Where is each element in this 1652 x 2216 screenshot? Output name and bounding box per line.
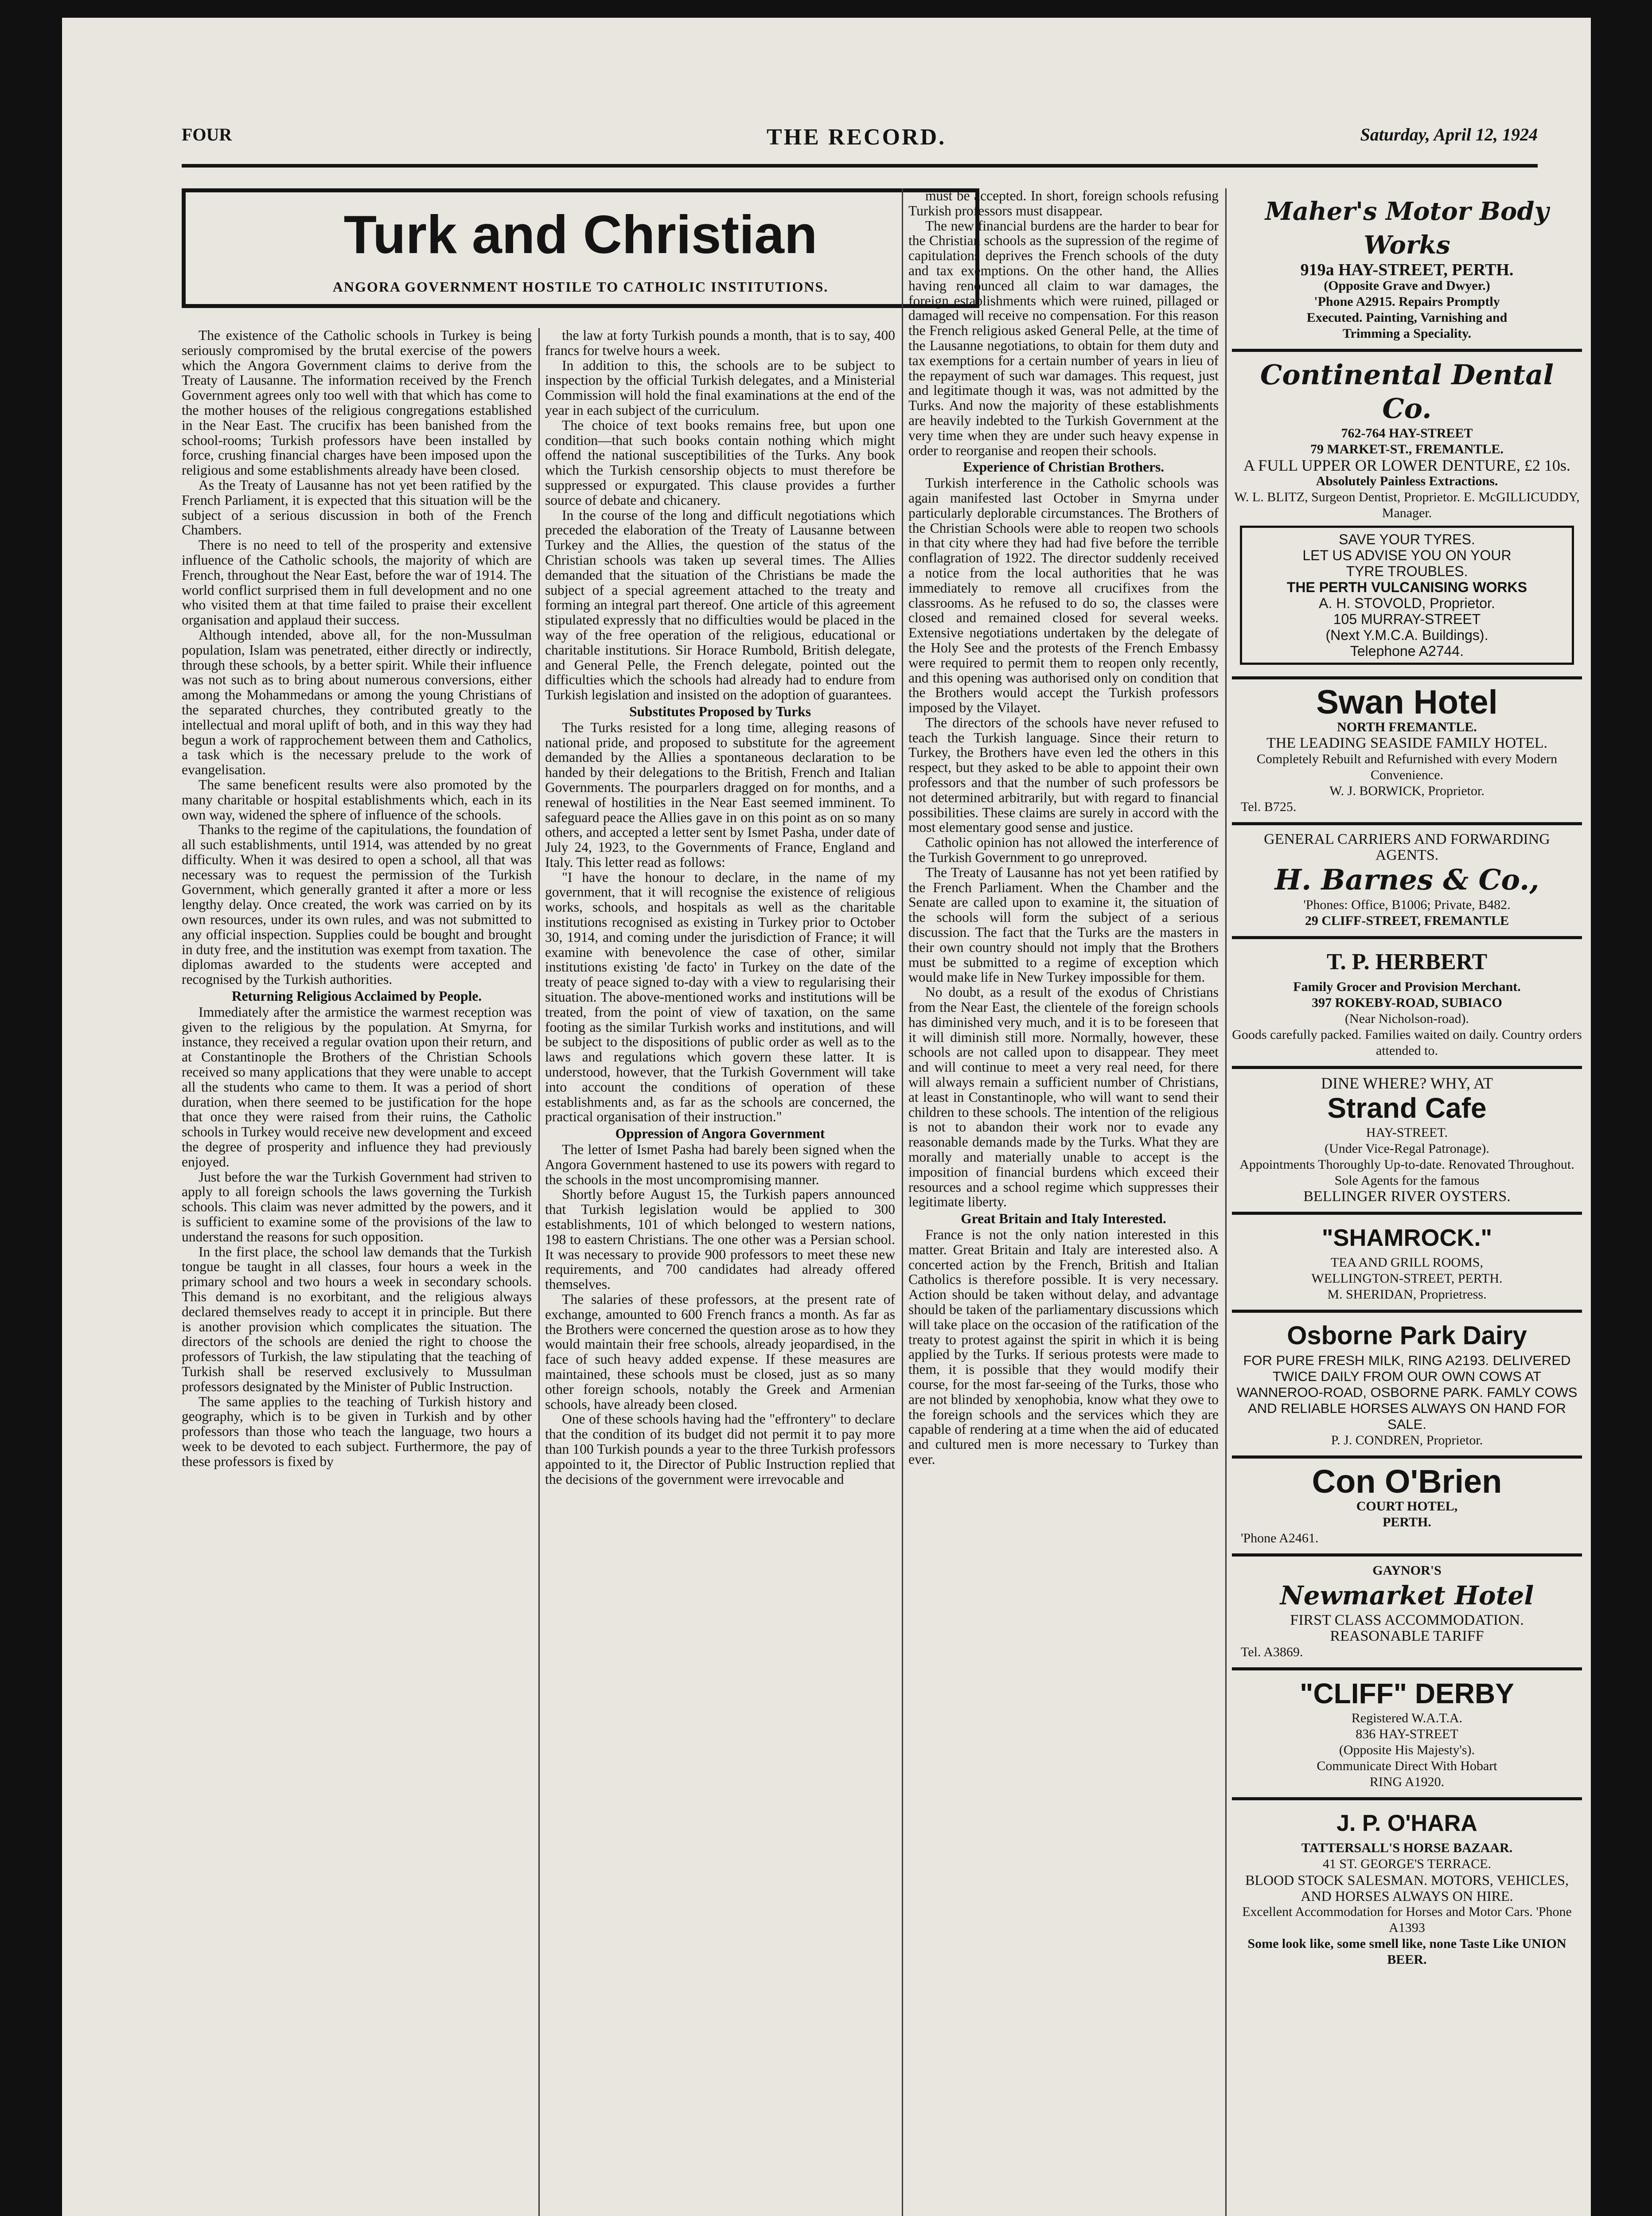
section-heading: Experience of Christian Brothers. <box>962 459 1165 475</box>
ad-street: HAY-STREET. <box>1366 1125 1448 1140</box>
header-rule <box>182 164 1538 168</box>
ad-line: WELLINGTON-STREET, PERTH. <box>1311 1271 1503 1286</box>
ad-address: 919a HAY-STREET, PERTH. <box>1300 261 1514 279</box>
paragraph: Immediately after the armistice the warmest reception was given to the religious by the population. At Smyrna, for instance, they received a regular ovation upon their return, and at Constantinople the Brothers of the Christian Schools received so many applications that they were unable to accept all the students who came to them. It was a period of short duration, when there seemed to be justification for the hope that once they were raised from their ruins, the Catholic schools in Turkey would receive new development and exceed the degree of prosperity and influence they had previously enjoyed. <box>182 1004 532 1170</box>
paragraph: Thanks to the regime of the capitulations, the foundation of all such establishments, until 1914, was attended by no great difficulty. When it was desired to open a school, all that was necessary was to request the permission of the Turkish Government, which generally granted it after a more or less lengthy delay. Once created, the work was carried on by its own resources, under its own rules, and was not submitted to any official inspection. Supplies could be bought and brought in duty free, and the institution was exempt from taxation. The diplomas awarded to the students were accepted and recognised by the Turkish authorities. <box>182 822 532 987</box>
article-column-3 <box>908 188 1219 2216</box>
paragraph: No doubt, as a result of the exodus of Christians from the Near East, the clientele of the foreign schools has diminished very much, and it is to be foreseen that it will diminish still more. Normally, however, these schools are not called upon to disappear. They meet and will continue to meet a very real need, for there will always remain a sufficient number of Christians, at least in Constantinople, who will want to send their children to these schools. The intention of the religious is not to abandon their work nor to evade any reasonable demands made by the Turks. What they are morally and materially unable to accept is the imposition of financial burdens which exceed their resources and a school regime which suppresses their legitimate liberty. <box>908 984 1219 1210</box>
ad-address: 762-764 HAY-STREET <box>1341 426 1473 441</box>
ad-header: DINE WHERE? WHY, AT <box>1321 1074 1493 1092</box>
ad-owner: GAYNOR'S <box>1372 1563 1442 1578</box>
section-heading: Oppression of Angora Government <box>615 1126 825 1142</box>
ad-name: Continental Dental Co. <box>1260 359 1554 425</box>
paragraph: The letter of Ismet Pasha had barely been signed when the Angora Government hastened to use its powers with regard to the schools in the most uncompromising manner. <box>545 1142 895 1187</box>
ad-name: Osborne Park Dairy <box>1287 1321 1527 1350</box>
ad-near: (Near Nicholson-road). <box>1345 1011 1469 1026</box>
paragraph: The new financial burdens are the harder to bear for the Christian schools as the supression of the regime of capitulations deprives the French schools of the duty and tax exemptions. On the other hand, the Allies having renounced all claim to war damages, the foreign establishments which were ruined, pillaged or damaged will receive no compensation. For this reason the French religious asked General Pelle, at the time of the Lausanne negotiations, to obtain for them duty and tax exemptions for a certain number of years in lieu of the repayment of such war damages. This request, just and legitimate though it was, was not admitted by the Turks. And now the majority of these establishments are heavily indebted to the Turkish Government at the very time when they are under such heavy expense in order to reorganise and reopen their schools. <box>908 218 1219 458</box>
ad-accom: Excellent Accommodation for Horses and Motor Cars. 'Phone A1393 <box>1242 1904 1572 1935</box>
article-title-box <box>182 188 979 308</box>
ad-address: 29 CLIFF-STREET, FREMANTLE <box>1305 913 1509 928</box>
ad-address: 836 HAY-STREET <box>1356 1727 1458 1741</box>
ad-header: GENERAL CARRIERS AND FORWARDING AGENTS. <box>1264 831 1550 863</box>
ad-phone: 'Phone A2461. <box>1241 1531 1319 1545</box>
ad-ohara-bazaar <box>1232 1800 1582 1975</box>
ad-city: PERTH. <box>1383 1515 1431 1529</box>
column-divider <box>538 328 540 2216</box>
paragraph: The choice of text books remains free, but upon one condition—that such books contain nothing which might offend the national susceptibilities of the Turks. Any book which the Turkish censorship objects to must therefore be suppressed or expurgated. This clause provides a further source of debate and chicanery. <box>545 417 895 508</box>
paragraph: In the course of the long and difficult negotiations which preceded the elaboration of the Treaty of Lausanne between Turkey and the Allies, the question of the status of the Christian schools was taken up several times. The Allies demanded that the situation of the Christians be made the subject of a special agreement attached to the treaty and forming an integral part thereof. One article of this agreement stipulated expressly that no difficulties would be placed in the way of the free operation of the religious, educational or charitable institutions. Sir Horace Rumbold, British delegate, and General Pelle, the French delegate, pointed out the difficulties which the schools had already had to endure from Turkish legislation and insisted on the adoption of guarantees. <box>545 507 895 703</box>
paragraph: France is not the only nation interested in this matter. Great Britain and Italy are interested also. A concerted action by the French, British and Italian Catholics is therefore possible. It is very necessary. Action should be taken without delay, and advantage should be taken of the parliamentary discussions which will take place on the occasion of the ratification of the treaty to protest against the spirit in which it is being applied by the Turks. If serious protests were made to them, it is possible that they would modify their course, for the most far-seeing of the Turks, those who are not blinded by xenophobia, know what they owe to the foreign schools and the services which they are capable of rendering at a time when the aid of educated and cultured men is more necessary to Turkey than ever. <box>908 1226 1219 1467</box>
paragraph: The Treaty of Lausanne has not yet been ratified by the French Parliament. When the Chamber and the Senate are called upon to examine it, the situation of the schools will form the subject of a serious discussion. The fact that the Turks are the masters in their own country should not imply that the Brothers must be submitted to a regime of exception which would make life in New Turkey impossible for them. <box>908 864 1219 985</box>
ad-address: 397 ROKEBY-ROAD, SUBIACO <box>1312 995 1502 1010</box>
paragraph: In the first place, the school law demands that the Turkish tongue be taught in all classes, four hours a week in the primary school and two hours a week in secondary schools. This demand is no exorbitant, and the religious always declared themselves ready to accept it in principle. But there is another provision which complicates the situation. The directors of the schools are denied the right to choose the professors of Turkish, the law stipulating that the teaching of Turkish shall be reserved exclusively to Mussulman professors designated by the Minister of Public Instruction. <box>182 1244 532 1394</box>
ad-line: Communicate Direct With Hobart <box>1317 1759 1497 1773</box>
ad-line: 105 MURRAY-STREET <box>1333 611 1481 627</box>
ad-oysters: BELLINGER RIVER OYSTERS. <box>1303 1188 1511 1205</box>
ad-line: TEA AND GRILL ROOMS, <box>1331 1255 1483 1270</box>
paragraph: The Turks resisted for a long time, alleging reasons of national pride, and proposed to substitute for the agreement demanded by the Allies a spontaneous declaration to be handed by their delegations to the British, French and Italian Governments. The pourparlers dragged on for months, and a renewal of hostilities in the Near East seemed imminent. To safeguard peace the Allies gave in on this point as on so many others, and accepted a letter sent by Ismet Pasha, under date of July 24, 1923, to the Governments of France, England and Italy. This letter read as follows: <box>545 719 895 870</box>
ad-line: THE PERTH VULCANISING WORKS <box>1286 579 1527 595</box>
ad-tagline: THE LEADING SEASIDE FAMILY HOTEL. <box>1266 735 1547 751</box>
article-title: Turk and Christian <box>343 204 818 265</box>
column-divider <box>902 188 903 2216</box>
paragraph: The same applies to the teaching of Turkish history and geography, which is to be given in Turkish and by other professors than those who teach the language, two hours a week to be devoted to each subject. Furthermore, the pay of these professors is fixed by <box>182 1393 532 1469</box>
ad-line: SAVE YOUR TYRES. <box>1339 531 1475 547</box>
ad-hotel: COURT HOTEL, <box>1356 1499 1458 1514</box>
paragraph: Turkish interference in the Catholic schools was again manifested last October in Smyrna under particularly deplorable circumstances. The Brothers of the Christian Schools were able to reopen two schools in that city where they had had five before the terrible conflagration of 1922. The director suddenly received a notice from the local authorities that he was immediately to remove all crucifixes from the classrooms. As he refused to do so, the classes were closed and remained closed for several weeks. Extensive negotiations undertaken by the delegate of the Holy See and the protests of the French Embassy were required to permit them to reopen only recently, and this opening was authorised only on condition that the Brothers would accept the Turkish professors imposed by the Vilayet. <box>908 475 1219 716</box>
ad-line: RING A1920. <box>1369 1775 1445 1789</box>
page-number: FOUR <box>182 125 232 144</box>
ad-patronage: (Under Vice-Regal Patronage). <box>1325 1141 1489 1156</box>
paragraph: One of these schools having had the "effrontery" to declare that the condition of its budget did not permit it to pay more than 100 Turkish pounds a year to the three Turkish professors appointed to it, the Director of Public Instruction replied that the decisions of the government were irrevocable and <box>545 1411 895 1487</box>
ad-line: (Opposite His Majesty's). <box>1339 1743 1475 1757</box>
paragraph: Although intended, above all, for the non-Mussulman population, Islam was penetrated, either directly or indirectly, through these schools, by a better spirit. While their influence was not such as to bring about numerous conversions, either among the Mohammedans or among the young Christians of the separated churches, they contributed greatly to the intellectual and moral uplift of both, and in this way they had begun a work of rapprochement between them and Catholics, a task which is the necessary prelude to the work of evangelisation. <box>182 627 532 778</box>
article-subtitle: ANGORA GOVERNMENT HOSTILE TO CATHOLIC INSTITUTIONS. <box>332 279 829 295</box>
paragraph: The same beneficent results were also promoted by the many charitable or hospital establishments which, each in its own way, widened the sphere of influence of the schools. <box>182 776 532 823</box>
ad-line: TYRE TROUBLES. <box>1346 563 1468 579</box>
paragraph: In addition to this, the schools are to be subject to inspection by the official Turkish delegates, and a Ministerial Commission will hold the final examinations at the end of the year in each subject of the curriculum. <box>545 357 895 418</box>
ad-name: Newmarket Hotel <box>1280 1580 1534 1611</box>
section-heading: Substitutes Proposed by Turks <box>629 703 811 719</box>
ad-line: M. SHERIDAN, Proprietress. <box>1327 1287 1487 1302</box>
ad-specialty: Trimming a Speciality. <box>1342 326 1472 341</box>
ad-beer: Some look like, some smell like, none Taste Like UNION BEER. <box>1247 1936 1566 1967</box>
newspaper-page <box>62 18 1591 2216</box>
ad-location: (Opposite Grave and Dwyer.) <box>1324 278 1490 293</box>
ad-proprietor: W. J. BORWICK, Proprietor. <box>1329 784 1484 798</box>
ad-name: "SHAMROCK." <box>1321 1225 1492 1251</box>
ad-line: (Next Y.M.C.A. Buildings). <box>1325 627 1488 643</box>
ad-continental-dental <box>1232 352 1582 679</box>
paper-name: THE RECORD. <box>767 125 947 150</box>
ad-newmarket-hotel <box>1232 1557 1582 1670</box>
ad-name: T. P. HERBERT <box>1326 949 1488 975</box>
ad-appointments: Appointments Thoroughly Up-to-date. Renovated Throughout. <box>1239 1157 1574 1172</box>
paragraph: Catholic opinion has not allowed the interference of the Turkish Government to go unreproved. <box>908 835 1219 866</box>
ad-line: FIRST CLASS ACCOMMODATION. <box>1290 1612 1524 1628</box>
ad-name: "CLIFF" DERBY <box>1300 1678 1514 1709</box>
ad-desc: Completely Rebuilt and Refurnished with every Modern Convenience. <box>1256 752 1558 782</box>
ad-herbert-grocer <box>1232 939 1582 1069</box>
ad-swan-hotel <box>1232 679 1582 825</box>
issue-date: Saturday, April 12, 1924 <box>1360 125 1538 144</box>
ad-offer: A FULL UPPER OR LOWER DENTURE, £2 10s. <box>1243 456 1570 474</box>
ad-cliff-derby <box>1232 1670 1582 1800</box>
ad-agents: Sole Agents for the famous <box>1334 1173 1480 1188</box>
ad-proprietor: P. J. CONDREN, Proprietor. <box>1331 1433 1483 1447</box>
paragraph: The existence of the Catholic schools in Turkey is being seriously compromised by the brutal exercise of the powers which the Angora Government claims to derive from the Treaty of Lausanne. The information received by the French Government agrees only too well with that which has come to the mother houses of the religious congregations established in the Near East. The crucifix has been banished from the school-rooms; Turkish professors have been installed by force, crushing financial charges have been imposed upon the religious and some establishments already have been closed. <box>182 328 532 478</box>
ad-packing: Goods carefully packed. Families waited on daily. Country orders attended to. <box>1232 1027 1582 1058</box>
paragraph: The salaries of these professors, at the present rate of exchange, amounted to 600 French francs a month. As far as the Brothers were concerned the question arose as to how they would maintain their free schools, already jeopardised, in the face of such heavy added expense. If these measures are maintained, these schools must be closed, just as so many other foreign schools, notably the Greek and Armenian schools, have already been closed. <box>545 1291 895 1412</box>
ad-phone: 'Phone A2915. Repairs Promptly <box>1314 294 1500 309</box>
ad-staff: W. L. BLITZ, Surgeon Dentist, Proprietor. E. McGILLICUDDY, Manager. <box>1234 490 1580 520</box>
column-divider <box>1225 188 1227 2216</box>
paragraph: Shortly before August 15, the Turkish papers announced that Turkish legislation would be applied to 300 establishments, 101 of which belonged to western nations, 198 to eastern Christians. The one other was a Persian school. It was necessary to provide 900 professors to meet these new requirements, and 700 candidates had already offered themselves. <box>545 1186 895 1292</box>
ad-line: REASONABLE TARIFF <box>1330 1628 1484 1644</box>
paragraph: As the Treaty of Lausanne has not yet been ratified by the French Parliament, it is expected that this situation will be the subject of a serious discussion in both of the French Chambers. <box>182 477 532 538</box>
ad-osborne-dairy <box>1232 1313 1582 1459</box>
running-header <box>182 124 1538 160</box>
ad-painless: Absolutely Painless Extractions. <box>1316 474 1498 488</box>
ad-tel: Tel. A3869. <box>1241 1645 1303 1659</box>
paragraph: Just before the war the Turkish Government had striven to apply to all foreign schools the laws governing the Turkish schools. This claim was never admitted by the powers, and it is sufficient to examine some of the provisions of the law to understand the reasons for such opposition. <box>182 1169 532 1245</box>
ad-location: NORTH FREMANTLE. <box>1337 720 1477 734</box>
section-heading: Returning Religious Acclaimed by People. <box>231 988 482 1004</box>
ad-tel: Tel. B725. <box>1241 800 1297 814</box>
paragraph: the law at forty Turkish pounds a month, that is to say, 400 francs for twelve hours a week. <box>545 328 895 358</box>
paragraph: "I have the honour to declare, in the name of my government, that it will recognise the existence of religious works, schools, and hospitals as well as the charitable institutions recognised as existing in Turkey prior to October 30, 1914, and coming under the jurisdiction of France; it will examine with benevolence the case of other, similar institutions existing 'de facto' in Turkey on the date of the treaty of peace signed to-day with a view to regularising their situation. The above-mentioned works and institutions will be treated, from the point of view of taxation, on the same footing as the similar Turkish works and institutions, and will be subject to the dispositions of public order as well as to the laws and regulations which govern these latter. It is understood, however, that the Turkish Government will take into account the conditions of operation of these establishments and, as far as the schools are concerned, the practical organisation of their instruction." <box>545 869 895 1125</box>
ad-con-obrien <box>1232 1459 1582 1557</box>
ad-vulcanising-works <box>1240 526 1574 665</box>
ad-name: Con O'Brien <box>1312 1463 1502 1500</box>
paragraph: There is no need to tell of the prosperity and extensive influence of the Catholic schools, the majority of which are French, throughout the Near East, before the war of 1914. The world conflict surprised them in full development and no one who visited them at that time failed to praise their excellent organisation and applaud their success. <box>182 537 532 628</box>
ad-shamrock <box>1232 1215 1582 1313</box>
ad-bazaar: TATTERSALL'S HORSE BAZAAR. <box>1301 1841 1513 1855</box>
paragraph: must be accepted. In short, foreign schools refusing Turkish professors must disappear. <box>908 188 1219 218</box>
ad-line: Registered W.A.T.A. <box>1351 1711 1463 1725</box>
paragraph: The directors of the schools have never refused to teach the Turkish language. Since their return to Turkey, the Brothers have even led the others in this respect, but they asked to be able to appoint their own professors and that the number of such professors be not determined arbitrarily, but with regard to financial possibilities. These claims are surely in accord with the most elementary good sense and justice. <box>908 714 1219 835</box>
ad-name: H. Barnes & Co., <box>1274 863 1539 897</box>
ad-strand-cafe <box>1232 1069 1582 1215</box>
ad-line: LET US ADVISE YOU ON YOUR <box>1302 547 1512 563</box>
ad-trade: Family Grocer and Provision Merchant. <box>1293 979 1521 994</box>
section-heading: Great Britain and Italy Interested. <box>961 1211 1166 1227</box>
ad-service: Executed. Painting, Varnishing and <box>1306 310 1508 325</box>
ad-name: Swan Hotel <box>1316 683 1498 721</box>
ad-name: Maher's Motor Body Works <box>1265 197 1549 260</box>
ad-line: A. H. STOVOLD, Proprietor. <box>1319 595 1495 611</box>
ad-barnes-carriers <box>1232 825 1582 939</box>
ad-body: FOR PURE FRESH MILK, RING A2193. DELIVERED TWICE DAILY FROM OUR OWN COWS AT WANNEROO-ROAD, OSBORNE PARK. FAMLY COWS AND RELIABLE HORSES ALWAYS ON HAND FOR SALE. <box>1236 1353 1578 1432</box>
ad-address: 41 ST. GEORGE'S TERRACE. <box>1322 1857 1492 1871</box>
advertisement-column <box>1232 188 1582 2216</box>
ad-line: Telephone A2744. <box>1350 643 1464 659</box>
ad-name: Strand Cafe <box>1327 1092 1487 1124</box>
ad-maher-motor <box>1232 188 1582 352</box>
article-column-2 <box>545 328 895 2216</box>
ad-phones: 'Phones: Office, B1006; Private, B482. <box>1303 897 1511 912</box>
article-column-1 <box>182 328 532 2216</box>
ad-body: BLOOD STOCK SALESMAN. MOTORS, VEHICLES, AND HORSES ALWAYS ON HIRE. <box>1245 1872 1569 1904</box>
ad-address: 79 MARKET-ST., FREMANTLE. <box>1310 442 1504 456</box>
ad-name: J. P. O'HARA <box>1336 1810 1477 1836</box>
